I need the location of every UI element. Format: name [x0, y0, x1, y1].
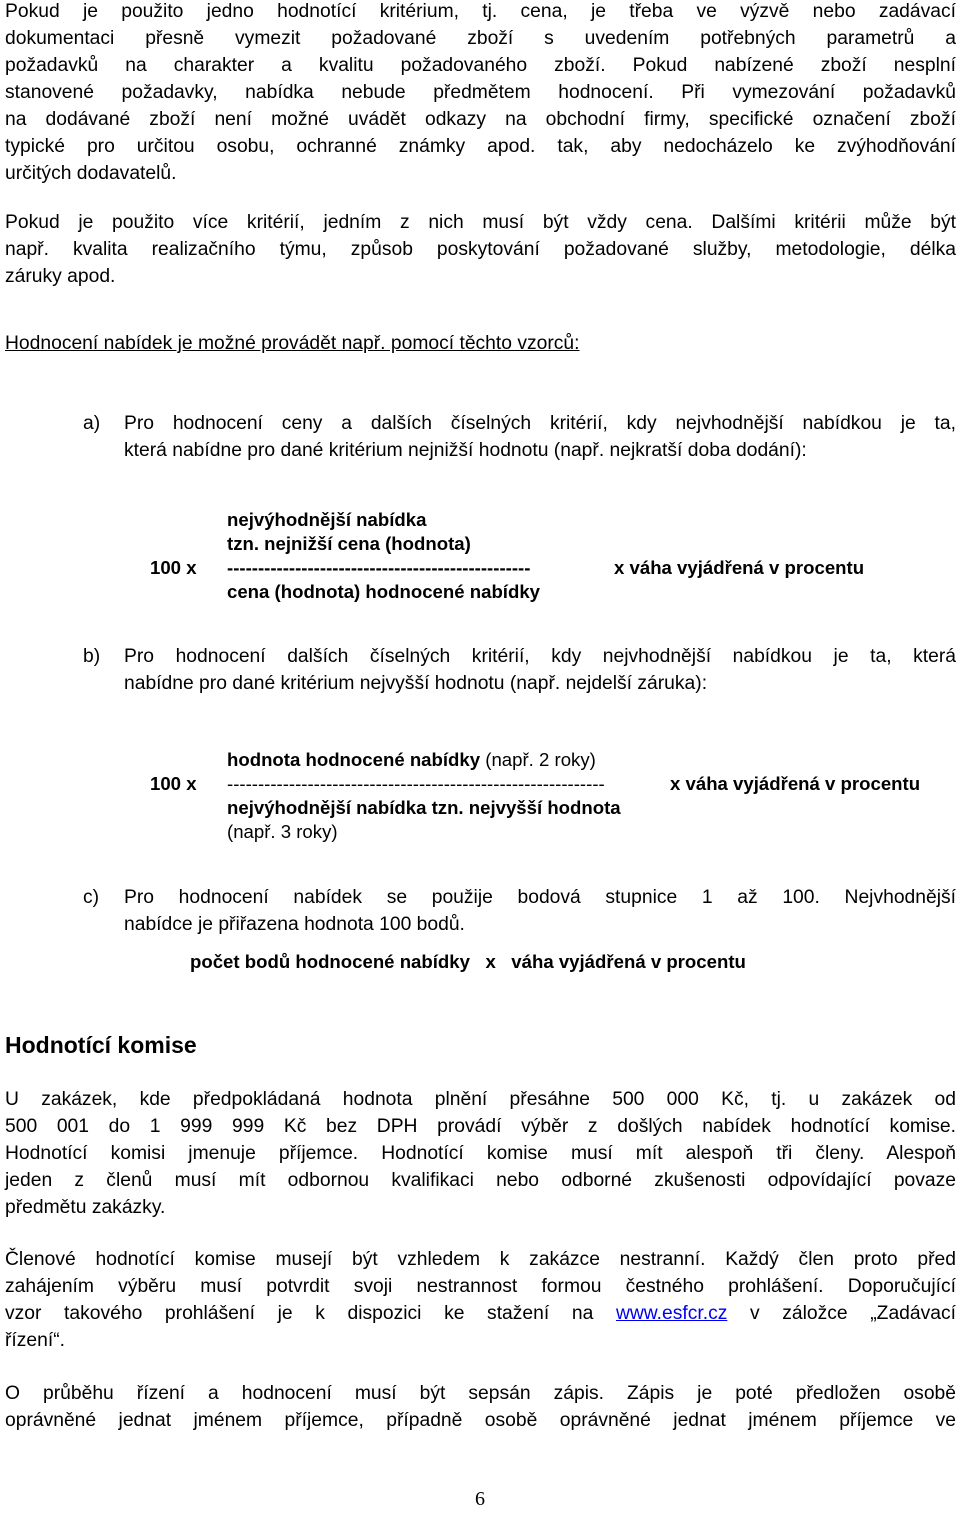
text-line	[5, 1300, 956, 1327]
esfcr-link[interactable]: www.esfcr.cz	[615, 1303, 728, 1324]
text-segment: v záložce „Zadávací	[727, 1303, 956, 1324]
paragraph-evaluation-formulas-intro	[5, 330, 956, 357]
text-line: která nabídne pro dané kritérium nejnižší hodnotu (např. nejkratší doba dodání):	[124, 440, 807, 461]
text-line: Pro hodnocení nabídek se použije bodová stupnice 1 až 100. Nejvhodnější	[124, 887, 956, 908]
section-heading: Hodnotící komise	[5, 1032, 197, 1058]
paragraph-minutes	[5, 1380, 956, 1434]
formula-a-denominator: cena (hodnota) hodnocené nabídky	[227, 581, 541, 602]
text-line: oprávněné jednat jménem příjemce, případně osobě oprávněné jednat jménem příjemce ve	[5, 1410, 956, 1431]
text-line: záruky apod.	[5, 266, 116, 287]
paragraph-single-criterion	[5, 0, 956, 187]
formula-b-fraction-bar: -------------------------------------------------------------	[227, 773, 605, 794]
formula-a-fraction-bar: -------------------------------------------------	[227, 557, 531, 578]
text-line: stanovené požadavky, nabídka nebude předmětem hodnocení. Při vymezování požadavků	[5, 82, 956, 103]
text-line: jeden z členů musí mít odbornou kvalifikaci nebo odborné zkušenosti odpovídající povaze	[5, 1170, 956, 1191]
text-line: požadavků na charakter a kvalitu požadovaného zboží. Pokud nabízené zboží nesplní	[5, 55, 956, 76]
formula-a-numerator-2: tzn. nejnižší cena (hodnota)	[227, 533, 471, 554]
text-line: Pro hodnocení dalších číselných kritérií, kdy nejvhodnější nabídkou je ta, která	[124, 646, 956, 667]
formula-b-denominator-note: (např. 3 roky)	[227, 821, 338, 842]
paragraph-multiple-criteria	[5, 209, 956, 290]
list-marker: c)	[83, 887, 100, 908]
formula-b-numerator-note: (např. 2 roky)	[480, 749, 596, 770]
text-line: např. kvalita realizačního týmu, způsob poskytování požadované služby, metodologie, délka	[5, 239, 956, 260]
text-line: řízení“.	[5, 1330, 65, 1351]
text-line: na dodávané zboží není možné uvádět odkazy na obchodní firmy, specifické označení zboží	[5, 109, 956, 130]
text-line: Hodnotící komisi jmenuje příjemce. Hodnotící komise musí mít alespoň tři členy. Alespoň	[5, 1143, 956, 1164]
list-marker: b)	[83, 646, 101, 667]
text-line: určitých dodavatelů.	[5, 163, 177, 184]
text-line: Pokud je použito jedno hodnotící kritérium, tj. cena, je třeba ve výzvě nebo zadávací	[5, 1, 956, 22]
underlined-intro: Hodnocení nabídek je možné provádět např. pomocí těchto vzorců:	[5, 333, 580, 354]
list-item-b	[83, 643, 956, 697]
formula-a-numerator-1: nejvýhodnější nabídka	[227, 509, 427, 530]
formula-a-multiplier: 100 x	[150, 557, 197, 578]
list-marker: a)	[83, 413, 101, 434]
paragraph-impartiality	[5, 1246, 956, 1354]
text-line: Členové hodnotící komise musejí být vzhledem k zakázce nestranní. Každý člen proto před	[5, 1249, 956, 1270]
formula-b-weight: x váha vyjádřená v procentu	[670, 773, 921, 794]
formula-b-multiplier: 100 x	[150, 773, 197, 794]
text-line: předmětu zakázky.	[5, 1197, 166, 1218]
text-line: Pokud je použito více kritérií, jedním z nich musí být vždy cena. Dalšími kritérii může být	[5, 212, 956, 233]
paragraph-committee	[5, 1086, 956, 1221]
formula-b-denominator: nejvýhodnější nabídka tzn. nejvyšší hodnota	[227, 797, 621, 818]
text-line: Pro hodnocení ceny a dalších číselných kritérií, kdy nejvhodnější nabídkou je ta,	[124, 413, 956, 434]
text-line: dokumentaci přesně vymezit požadované zboží s uvedením potřebných parametrů a	[5, 28, 956, 49]
formula-b-numerator	[227, 748, 596, 772]
formula-a-weight: x váha vyjádřená v procentu	[614, 557, 865, 578]
text-line: U zakázek, kde předpokládaná hodnota plnění přesáhne 500 000 Kč, tj. u zakázek od	[5, 1089, 956, 1110]
text-line: nabídne pro dané kritérium nejvyšší hodnotu (např. nejdelší záruka):	[124, 673, 708, 694]
list-item-c	[83, 884, 956, 938]
text-segment: vzor takového prohlášení je k dispozici ke stažení na	[5, 1303, 616, 1324]
text-line: 500 001 do 1 999 999 Kč bez DPH provádí výběr z došlých nabídek hodnotící komise.	[5, 1116, 956, 1137]
text-line: zahájením výběru musí potvrdit svoji nestrannost formou čestného prohlášení. Doporučující	[5, 1276, 956, 1297]
text-line: nabídce je přiřazena hodnota 100 bodů.	[124, 914, 465, 935]
text-line: typické pro určitou osobu, ochranné známky apod. tak, aby nedocházelo ke zvýhodňování	[5, 136, 956, 157]
page-number: 6	[475, 1488, 485, 1510]
formula-b-numerator-bold: hodnota hodnocené nabídky	[227, 749, 481, 770]
text-line: O průběhu řízení a hodnocení musí být sepsán zápis. Zápis je poté předložen osobě	[5, 1383, 956, 1404]
formula-c: počet bodů hodnocené nabídky x váha vyjádřená v procentu	[190, 951, 746, 972]
list-item-a	[83, 410, 956, 464]
